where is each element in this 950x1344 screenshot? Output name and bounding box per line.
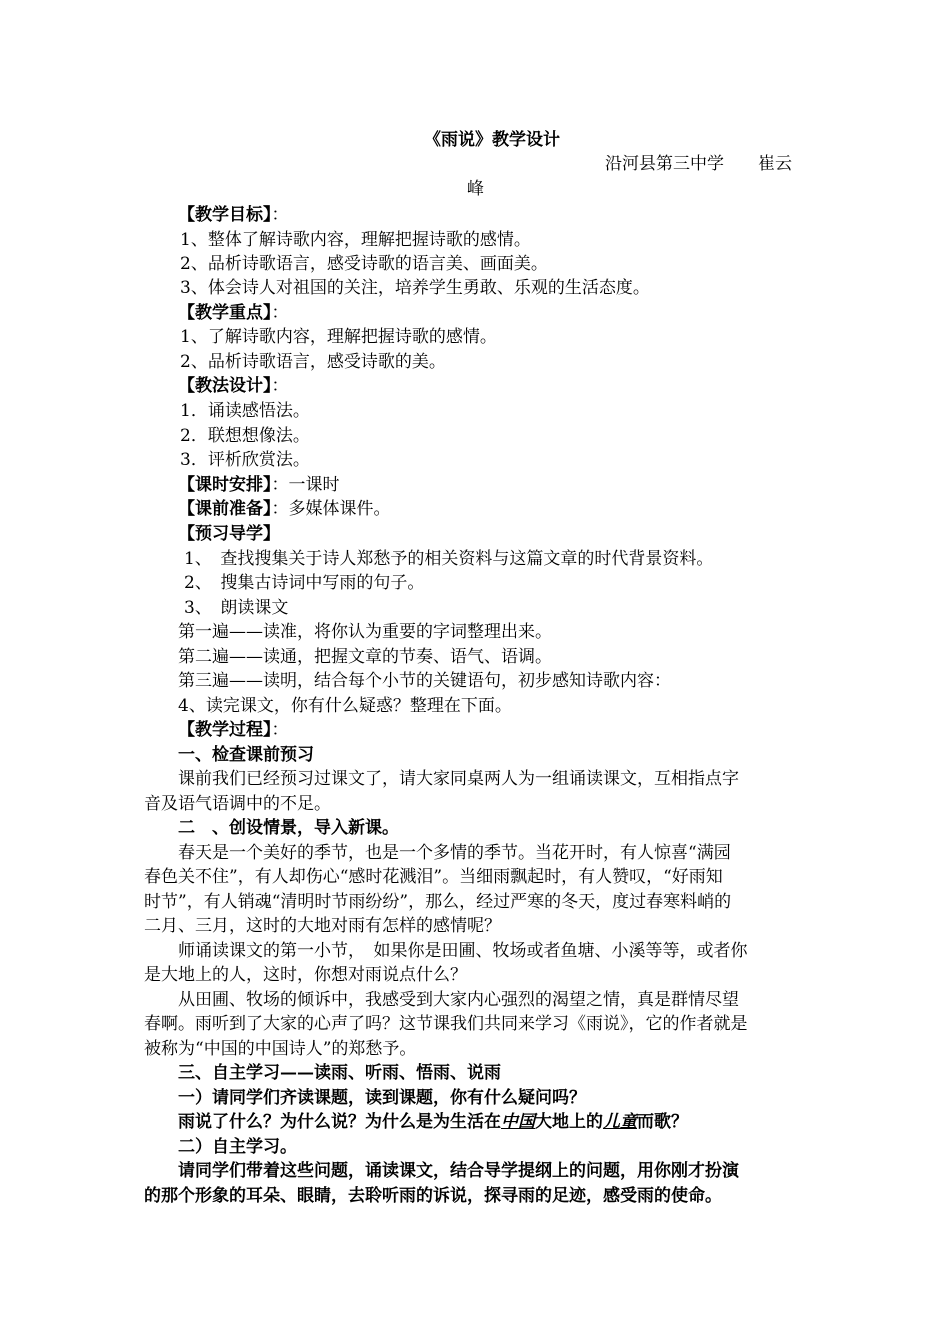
reading-step: 第二遍——读通，把握文章的节奏、语气、语调。 (178, 647, 552, 667)
preview-item: 1、 查找搜集关于诗人郑愁予的相关资料与这篇文章的时代背景资料。 (184, 549, 714, 569)
subsection-title: 一）请同学们齐读课题，读到课题，你有什么疑问吗？ (178, 1088, 586, 1108)
methods-colon: ： (271, 376, 289, 396)
paragraph-line: 课前我们已经预习过课文了，请大家同桌两人为一组诵读课文，互相指点字 (178, 769, 739, 789)
preview-item: 3、 朗读课文 (184, 598, 289, 618)
subsection-title: 二）自主学习。 (178, 1137, 297, 1157)
schedule-line (178, 473, 340, 497)
method-item: 2．联想想像法。 (180, 426, 310, 446)
author-name-continuation: 峰 (467, 179, 484, 199)
reading-step: 第一遍——读准，将你认为重要的字词整理出来。 (178, 622, 552, 642)
schedule-text: ：一课时 (271, 475, 340, 495)
underlined-word: 中国 (501, 1112, 535, 1132)
paragraph-line: 音及语气语调中的不足。 (144, 794, 331, 814)
method-item: 3．评析欣赏法。 (180, 450, 310, 470)
objective-item: 3、体会诗人对祖国的关注，培养学生勇敢、乐观的生活态度。 (180, 278, 650, 298)
paragraph-line: 师诵读课文的第一小节， 如果你是田圃、牧场或者鱼塘、小溪等等，或者你 (178, 941, 748, 961)
method-item: 1．诵读感悟法。 (180, 401, 310, 421)
key-points-colon: ： (271, 303, 289, 323)
paragraph-line: 时节”，有人销魂“清明时节雨纷纷”，那么，经过严寒的冬天，度过春寒料峭的 (144, 892, 732, 912)
preview-item: 2、 搜集古诗词中写雨的句子。 (184, 573, 425, 593)
section-title: 一、检查课前预习 (178, 745, 314, 765)
paragraph-line: 被称为“中国的中国诗人”的郑愁予。 (144, 1039, 417, 1059)
objective-item: 1、整体了解诗歌内容，理解把握诗歌的感情。 (180, 230, 531, 250)
objective-item: 2、品析诗歌语言，感受诗歌的语言美、画面美。 (180, 254, 548, 274)
preparation-line (178, 497, 391, 521)
key-point-item: 1、了解诗歌内容，理解把握诗歌的感情。 (180, 327, 497, 347)
preparation-text: ：多媒体课件。 (271, 499, 391, 519)
objectives-heading-line (178, 203, 289, 227)
question-text: 雨说了什么？为什么说？为什么是为生活在 (178, 1112, 501, 1132)
author-school-line: 沿河县第三中学 崔云 (605, 154, 792, 174)
process-heading-line (178, 718, 289, 742)
question-line (178, 1110, 688, 1134)
underlined-word: 儿童 (603, 1112, 637, 1132)
process-heading: 【教学过程】 (178, 720, 272, 740)
key-points-heading-line (178, 301, 289, 325)
paragraph-line: 春色关不住”，有人却伤心“感时花溅泪”。当细雨飘起时，有人赞叹，“好雨知 (144, 867, 723, 887)
paragraph-line: 二月、三月，这时的大地对雨有怎样的感情呢？ (144, 916, 501, 936)
schedule-heading: 【课时安排】 (178, 475, 272, 495)
section-title: 三、自主学习——读雨、听雨、悟雨、说雨 (178, 1063, 501, 1083)
preparation-heading: 【课前准备】 (178, 499, 272, 519)
paragraph-line: 春啊。雨听到了大家的心声了吗？这节课我们共同来学习《雨说》，它的作者就是 (144, 1014, 748, 1034)
question-text: 大地上的 (535, 1112, 603, 1132)
objectives-heading: 【教学目标】 (178, 205, 272, 225)
process-colon: ： (271, 720, 289, 740)
preview-item-4: 4、读完课文，你有什么疑惑？整理在下面。 (178, 696, 512, 716)
preview-heading: 【预习导学】 (178, 524, 280, 544)
paragraph-line: 请同学们带着这些问题，诵读课文，结合导学提纲上的问题，用你刚才扮演 (178, 1161, 739, 1181)
key-points-heading: 【教学重点】 (178, 303, 272, 323)
section-title: 二 、创设情景，导入新课。 (178, 818, 399, 838)
methods-heading-line (178, 374, 289, 398)
paragraph-line: 的那个形象的耳朵、眼睛，去聆听雨的诉说，探寻雨的足迹，感受雨的使命。 (144, 1186, 722, 1206)
paragraph-line: 春天是一个美好的季节，也是一个多情的季节。当花开时，有人惊喜“满园 (178, 843, 731, 863)
question-text: 而歌？ (637, 1112, 688, 1132)
key-point-item: 2、品析诗歌语言，感受诗歌的美。 (180, 352, 446, 372)
paragraph-line: 是大地上的人，这时，你想对雨说点什么？ (144, 965, 467, 985)
methods-heading: 【教法设计】 (178, 376, 272, 396)
objectives-colon: ： (271, 205, 289, 225)
paragraph-line: 从田圃、牧场的倾诉中，我感受到大家内心强烈的渴望之情，真是群情尽望 (178, 990, 739, 1010)
document-title: 《雨说》教学设计 (424, 130, 560, 150)
reading-step: 第三遍——读明，结合每个小节的关键语句，初步感知诗歌内容： (178, 671, 671, 691)
